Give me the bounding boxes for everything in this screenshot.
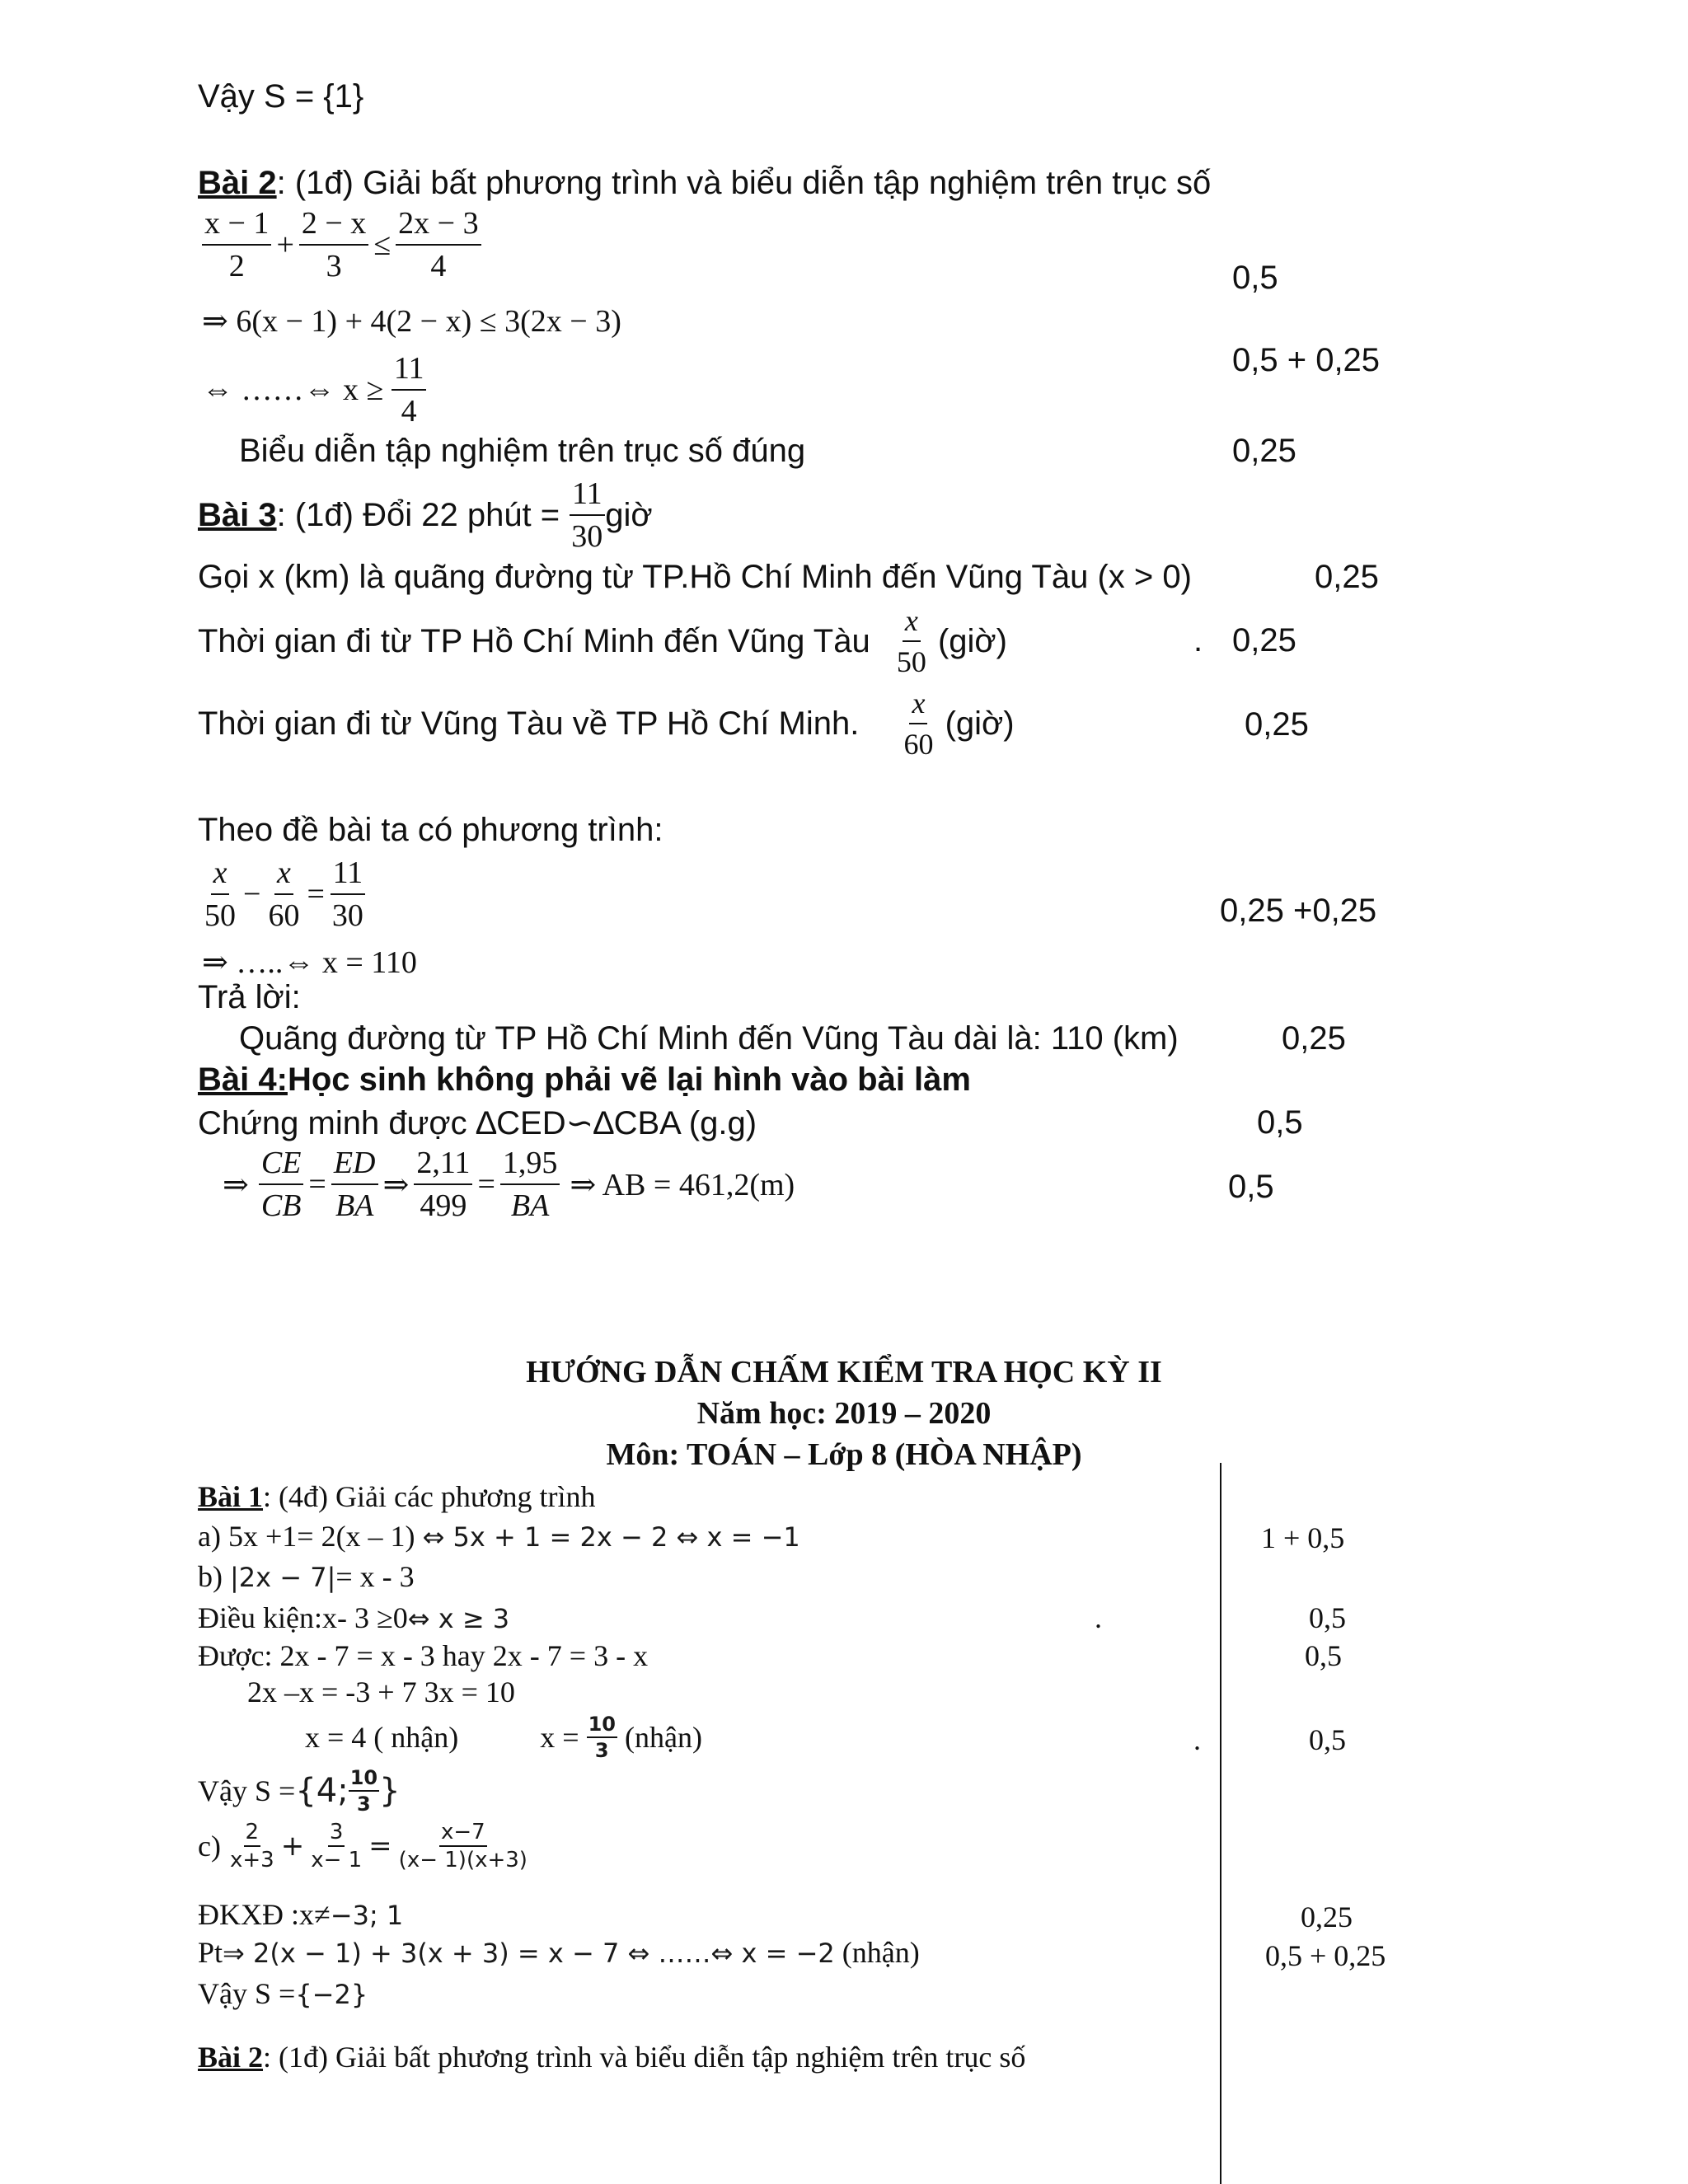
column-divider	[1220, 1463, 1221, 2184]
bai4-heading	[198, 1062, 971, 1099]
p2-c-label: c)	[198, 1830, 221, 1863]
eq-frac-c-den: 30	[331, 898, 363, 933]
p2-vays2-math: {−2}	[295, 1979, 368, 2010]
p2-vays-frac-num: 10	[349, 1768, 379, 1792]
gio-unit: giờ	[605, 496, 653, 533]
p2-pt-math: ⇒ 2(x − 1) + 3(x + 3) = x − 7 ⇔ ……⇔ x = −2	[223, 1938, 835, 1969]
answer: Quãng đường từ TP Hồ Chí Minh đến Vũng Tàu dài là: 110 (km)	[239, 1020, 1179, 1057]
p2-c-frac3-den: (x− 1)(x+3)	[398, 1848, 528, 1872]
p2-pt-score: 0,5 + 0,25	[1265, 1939, 1386, 1972]
tra-loi: Trả lời:	[198, 979, 301, 1015]
frac-cb: CB	[260, 1188, 302, 1223]
p2-bai2-title: Bài 2	[198, 2041, 264, 2074]
p2-frac-10-3-den: 3	[594, 1739, 609, 1762]
p2-b-line	[198, 1559, 415, 1594]
frac-ce-cb	[259, 1147, 304, 1221]
bai2-title: Bài 2	[198, 165, 277, 201]
p2-dkxd-text: ĐKXĐ :x≠	[198, 1898, 331, 1931]
p2-x-nhan: (nhận)	[624, 1721, 702, 1754]
tg1-text: Thời gian đi từ TP Hồ Chí Minh đến Vũng Tàu	[198, 622, 870, 659]
p2-pt-nhan: (nhận)	[842, 1936, 920, 1969]
frac-ba: BA	[335, 1188, 374, 1223]
bai3-text: : (1đ) Đổi 22 phút =	[276, 496, 560, 533]
p2-pt-line	[198, 1935, 920, 1970]
p2-b-math: |2x − 7|	[230, 1562, 336, 1593]
p2-b-label: b)	[198, 1560, 223, 1593]
p2-vays2-label: Vậy S =	[198, 1977, 296, 2010]
frac-1	[202, 208, 271, 282]
frac-ba2: BA	[510, 1188, 550, 1223]
p2-c-frac2	[309, 1821, 363, 1871]
p2-bai1-text: : (4đ) Giải các phương trình	[263, 1480, 596, 1513]
score-ratio: 0,5	[1228, 1169, 1274, 1205]
frac-11-4-num: 11	[392, 353, 427, 391]
bai2-step3-prefix: ⇔ ……⇔ x ≥	[202, 373, 384, 407]
p2-frac-10-3-num: 10	[587, 1714, 617, 1738]
bai2-step3	[202, 353, 426, 427]
ratio-line: ⇒ $\frac{CE}{CB}$ = $\frac{ED}{BA}$ ⇒ $\frac{2,11}{499}$ = $\frac{1,95}{BA}$ ⇒ AB = 461,2(m)	[223, 1146, 795, 1223]
eq-frac-a-den: 50	[204, 898, 236, 933]
frac-x-60-den: 60	[903, 728, 934, 761]
p2-c-frac2-num: 3	[328, 1821, 345, 1847]
p2-b-rest: = x - 3	[335, 1560, 415, 1593]
bai4-title: Bài 4:	[198, 1062, 288, 1098]
p2-dk-line	[198, 1601, 509, 1635]
frac-195-ba	[500, 1147, 560, 1221]
eq-frac-b	[265, 857, 302, 931]
frac-2-num: 2 − x	[299, 208, 368, 246]
tg1-unit: (giờ)	[937, 622, 1007, 659]
p2-c-frac1	[228, 1821, 276, 1871]
bai3-heading	[198, 478, 653, 552]
tg2-unit: (giờ)	[945, 705, 1015, 742]
bai2-heading	[198, 165, 1211, 202]
eq-frac-c-num: 11	[331, 857, 366, 895]
p2-c-frac1-den: x+3	[229, 1848, 274, 1872]
p2-dk-score: 0,5	[1309, 1601, 1346, 1634]
eq-frac-b-num: x	[274, 857, 293, 895]
tg2-line	[198, 688, 1015, 759]
p2-c-frac3	[397, 1821, 529, 1871]
p2-duoc-score: 0,5	[1305, 1639, 1342, 1672]
p2-vays-frac-den: 3	[357, 1793, 371, 1816]
eq-frac-c	[330, 857, 366, 931]
frac-3-den: 4	[430, 249, 447, 284]
frac-499: 499	[420, 1188, 467, 1223]
frac-195: 1,95	[500, 1147, 560, 1185]
frac-22min	[569, 478, 605, 552]
chung-minh: Chứng minh được ∆CED∽∆CBA (g.g)	[198, 1105, 757, 1141]
frac-x-50-den: 50	[896, 645, 926, 678]
bieu-dien: Biểu diễn tập nghiệm trên trục số đúng	[239, 433, 806, 469]
p2-c-line: c) $\frac{2}{x+3}$ + $\frac{3}{x- 1}$ = $\frac{x-7}{(x- 1)(x+3)}$	[198, 1820, 528, 1872]
frac-2-den: 3	[326, 249, 342, 284]
bai3-title: Bài 3	[198, 496, 277, 533]
frac-x-50-num: x	[903, 606, 921, 642]
p2-bai2-text: : (1đ) Giải bất phương trình và biểu diễn tập nghiệm trên trục số	[263, 2041, 1026, 2074]
frac-22min-num: 11	[570, 478, 605, 516]
p2-x-eq: x =	[540, 1721, 579, 1754]
frac-11-4-den: 4	[401, 394, 417, 429]
goi-x: Gọi x (km) là quãng đường từ TP.Hồ Chí Minh đến Vũng Tàu (x > 0)	[198, 559, 1192, 595]
p2-c-frac2-den: x− 1	[311, 1848, 363, 1872]
frac-211-499	[414, 1147, 472, 1221]
p2-a-line	[198, 1519, 800, 1554]
p2-bai2-heading	[198, 2040, 1025, 2074]
bai3-solve: ⇒ …..⇔ x = 110	[202, 945, 417, 980]
score-equation: 0,25 +0,25	[1220, 893, 1377, 929]
p2-x-score: 0,5	[1309, 1723, 1346, 1756]
p2-vays2-line	[198, 1976, 368, 2011]
tg1-line	[198, 606, 1007, 677]
p2-x-dot: .	[1193, 1723, 1201, 1756]
frac-x-50	[894, 606, 929, 677]
p2-dkxd-line	[198, 1897, 403, 1932]
ratio-result: ⇒ AB = 461,2(m)	[570, 1167, 795, 1202]
p2-a-text: a) 5x +1= 2(x – 1)	[198, 1520, 415, 1553]
p2-a-math: ⇔ 5x + 1 = 2x − 2 ⇔ x = −1	[422, 1521, 800, 1553]
frac-1-num: x − 1	[202, 208, 271, 246]
p2-pt-label: Pt	[198, 1936, 223, 1969]
score-bai2-3: 0,25	[1232, 433, 1296, 469]
p2-c-frac3-num: x−7	[439, 1821, 487, 1847]
eq-frac-a	[202, 857, 238, 931]
p2-x4: x = 4 ( nhận)	[305, 1721, 459, 1754]
eq-frac-b-den: 60	[268, 898, 300, 933]
p2-bai1-title: Bài 1	[198, 1480, 264, 1513]
frac-22min-den: 30	[571, 519, 603, 554]
tg1-dot: .	[1193, 622, 1203, 658]
heading-2: Năm học: 2019 – 2020	[696, 1396, 992, 1431]
p2-duoc: Được: 2x - 7 = x - 3 hay 2x - 7 = 3 - x	[198, 1639, 649, 1672]
p2-x-line	[305, 1714, 702, 1760]
p2-frac-10-3	[587, 1714, 617, 1760]
frac-1-den: 2	[228, 249, 245, 284]
p2-bai1-heading	[198, 1479, 595, 1514]
heading-1: HƯỚNG DẪN CHẤM KIỂM TRA HỌC KỲ II	[526, 1355, 1162, 1390]
p2-a-score: 1 + 0,5	[1261, 1521, 1345, 1554]
p2-step-a: 2x –x = -3 + 7 3x = 10	[247, 1675, 515, 1708]
bai4-text: Học sinh không phải vẽ lại hình vào bài làm	[287, 1062, 971, 1098]
p2-vays-close: }	[379, 1772, 401, 1810]
frac-2	[299, 208, 368, 282]
p2-dk-dot: .	[1095, 1601, 1102, 1634]
tg2-text: Thời gian đi từ Vũng Tàu về TP Hồ Chí Minh.	[198, 705, 860, 742]
score-goi: 0,25	[1315, 559, 1379, 595]
frac-x-60	[901, 688, 935, 759]
score-tg1: 0,25	[1232, 622, 1296, 658]
p2-vays-line	[198, 1768, 401, 1814]
score-answer: 0,25	[1282, 1020, 1346, 1057]
p2-dkxd-math: −3; 1	[330, 1900, 404, 1931]
bai3-equation: $\frac{x}{50}$ − $\frac{x}{60}$ = $\frac{11}{30}$	[202, 857, 366, 931]
p2-vays-label: Vậy S =	[198, 1774, 296, 1807]
bai2-text: : (1đ) Giải bất phương trình và biểu diễn tập nghiệm trên trục số	[276, 165, 1212, 201]
theo-de-bai: Theo đề bài ta có phương trình:	[198, 812, 663, 848]
frac-3	[396, 208, 481, 282]
frac-x-60-num: x	[909, 688, 927, 724]
eq-frac-a-num: x	[211, 857, 230, 895]
score-chung-minh: 0,5	[1257, 1104, 1303, 1141]
frac-ed: ED	[331, 1147, 378, 1185]
frac-211: 2,11	[414, 1147, 472, 1185]
score-bai2-2: 0,5 + 0,25	[1232, 342, 1381, 378]
p2-vays-frac	[349, 1768, 379, 1814]
p2-c-frac1-num: 2	[244, 1821, 261, 1847]
vay-s-line: Vậy S = {1}	[198, 78, 364, 115]
score-tg2: 0,25	[1245, 706, 1309, 743]
bai2-step2: ⇒ 6(x − 1) + 4(2 − x) ≤ 3(2x − 3)	[202, 304, 621, 339]
frac-ce: CE	[259, 1147, 304, 1185]
score-bai2-1: 0,5	[1232, 260, 1278, 296]
bai2-inequality: $\frac{x - 1}{2}$ + $\frac{2 - x}{3}$ ≤ $\frac{2x - 3}{4}$	[202, 208, 481, 282]
frac-11-4	[392, 353, 427, 427]
p2-vays-open: {4;	[295, 1772, 349, 1810]
frac-3-num: 2x − 3	[396, 208, 481, 246]
p2-dkxd-score: 0,25	[1301, 1900, 1353, 1933]
heading-3: Môn: TOÁN – Lớp 8 (HÒA NHẬP)	[606, 1437, 1082, 1472]
p2-dk-math: ⇔ x ≥ 3	[407, 1603, 510, 1634]
frac-ed-ba	[331, 1147, 378, 1221]
p2-dk-text: Điều kiện:x- 3 ≥0	[198, 1601, 408, 1634]
